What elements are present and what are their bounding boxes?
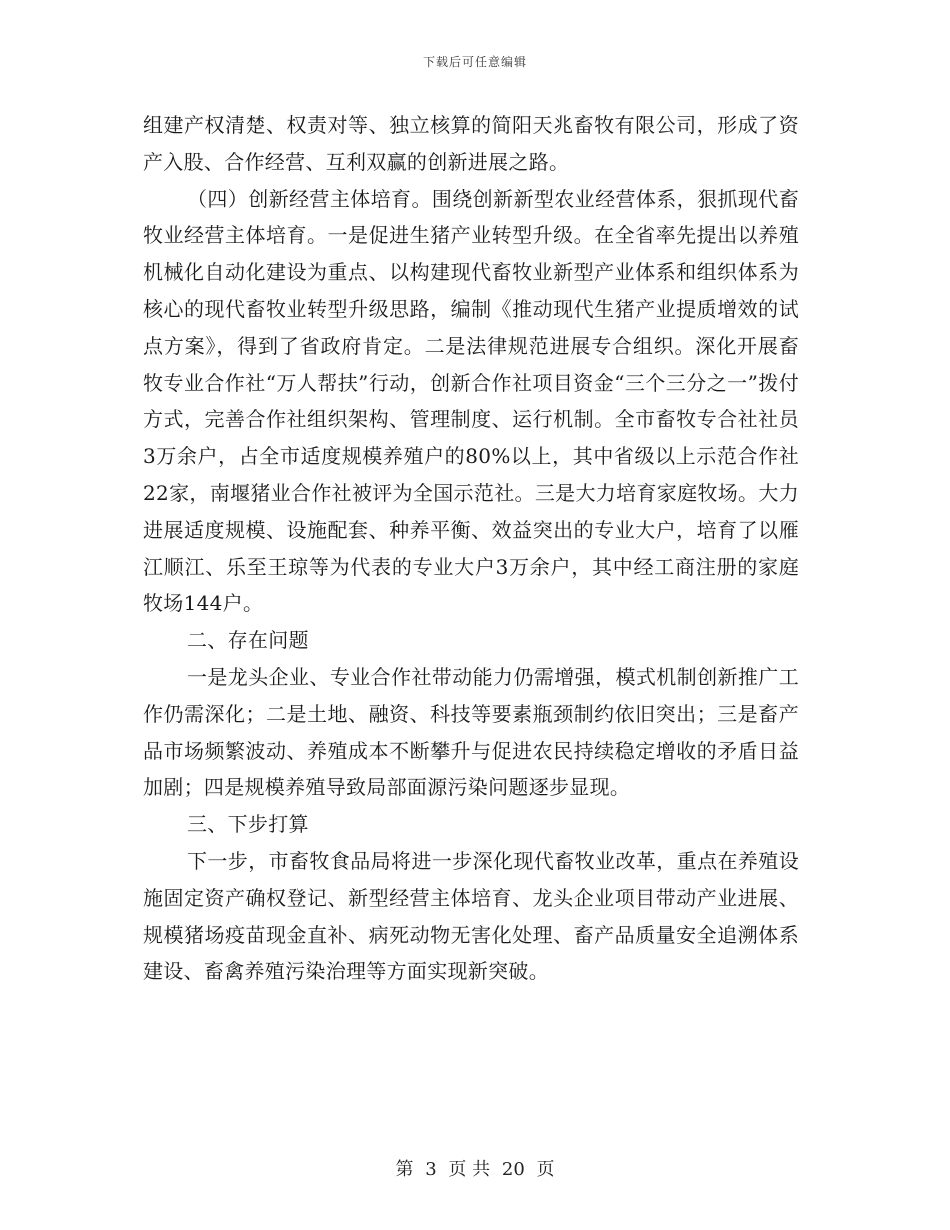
document-body xyxy=(143,107,799,990)
paragraph-company-formation: 组建产权清楚、权责对等、独立核算的简阳天兆畜牧有限公司，形成了资产入股、合作经营、互利双赢的创新进展之路。 xyxy=(143,113,799,174)
footer-current-page: 3 xyxy=(425,1159,437,1180)
paragraph-business-entity-cultivation: （四）创新经营主体培育。围绕创新新型农业经营体系，狠抓现代畜牧业经营主体培育。一是促进生猪产业转型升级。在全省率先提出以养殖机械化自动化建设为重点、以构建现代畜牧业新型产业体系和组织体系为核心的现代畜牧业转型升级思路，编制《推动现代生猪产业提质增效的试点方案》，得到了省政府肯定。二是法律规范进展专合组织。深化开展畜牧专业合作社“万人帮扶”行动，创新合作社项目资金“三个三分之一”拨付方式，完善合作社组织架构、管理制度、运行机制。全市畜牧专合社社员3万余户，占全市适度规模养殖户的80%以上，其中省级以上示范合作社22家，南堰猪业合作社被评为全国示范社。三是大力培育家庭牧场。大力进展适度规模、设施配套、种养平衡、效益突出的专业大户，培育了以雁江顺江、乐至王琼等为代表的专业大户3万余户，其中经工商注册的家庭牧场144户。 xyxy=(143,186,799,616)
footer-suffix: 页 xyxy=(536,1159,555,1180)
section-heading-next-steps: 三、下步打算 xyxy=(187,812,309,837)
section-heading-problems: 二、存在问题 xyxy=(187,628,309,653)
paragraph-next-steps: 下一步，市畜牧食品局将进一步深化现代畜牧业改革，重点在养殖设施固定资产确权登记、新型经营主体培育、龙头企业项目带动产业进展、规模猪场疫苗现金直补、病死动物无害化处理、畜产品质量安全追溯体系建设、畜禽养殖污染治理等方面实现新突破。 xyxy=(143,848,799,984)
footer-total-pages: 20 xyxy=(501,1159,525,1180)
footer-middle: 页 共 xyxy=(448,1159,491,1180)
paragraph-problems: 一是龙头企业、专业合作社带动能力仍需增强，模式机制创新推广工作仍需深化；二是土地、融资、科技等要素瓶颈制约依旧突出；三是畜产品市场频繁波动、养殖成本不断攀升与促进农民持续稳定增收的矛盾日益加剧；四是规模养殖导致局部面源污染问题逐步显现。 xyxy=(143,664,799,800)
footer-prefix: 第 xyxy=(395,1159,414,1180)
page-number-footer xyxy=(0,1155,950,1181)
page-header-note: 下载后可任意编辑 xyxy=(422,55,527,69)
